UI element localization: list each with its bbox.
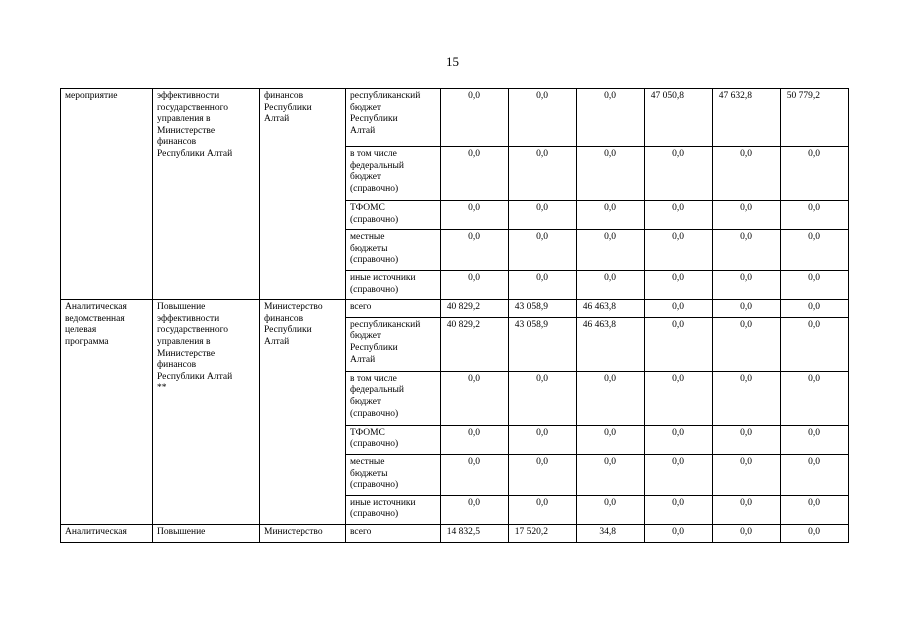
amount-cell: 0,0 — [577, 425, 645, 454]
amount-cell: 47 632,8 — [713, 89, 781, 147]
amount-cell: 0,0 — [781, 425, 849, 454]
amount-cell: 0,0 — [441, 425, 509, 454]
amount-cell: 0,0 — [713, 147, 781, 201]
amount-cell: 0,0 — [713, 201, 781, 230]
row-executor-cell — [260, 524, 346, 542]
funding-source-cell — [346, 270, 441, 299]
funding-source-label: всего — [350, 302, 372, 313]
budget-table — [60, 88, 849, 543]
amount-cell: 0,0 — [781, 147, 849, 201]
funding-source-label: в том числе федеральный бюджет (справочно) — [350, 149, 404, 194]
row-name-cell-text: Повышение — [157, 526, 206, 537]
amount-cell: 0,0 — [713, 495, 781, 524]
amount-cell: 0,0 — [645, 300, 713, 318]
amount-cell: 0,0 — [713, 454, 781, 495]
amount-cell: 0,0 — [577, 201, 645, 230]
amount-cell: 50 779,2 — [781, 89, 849, 147]
table-row — [61, 524, 849, 542]
row-executor-cell — [260, 89, 346, 300]
amount-cell: 0,0 — [509, 425, 577, 454]
row-type-cell — [61, 89, 153, 300]
amount-cell: 0,0 — [509, 201, 577, 230]
funding-source-cell — [346, 371, 441, 425]
row-name-cell — [153, 524, 260, 542]
row-type-cell — [61, 524, 153, 542]
amount-cell: 40 829,2 — [441, 317, 509, 371]
amount-cell: 0,0 — [509, 270, 577, 299]
row-executor-cell-text: Министерство — [264, 526, 323, 537]
funding-source-label: республиканский бюджет Республики Алтай — [350, 319, 421, 365]
row-type-cell-text: мероприятие — [65, 91, 118, 101]
amount-cell: 40 829,2 — [441, 300, 509, 318]
amount-cell: 0,0 — [645, 371, 713, 425]
amount-cell: 0,0 — [441, 454, 509, 495]
amount-cell: 0,0 — [577, 89, 645, 147]
funding-source-cell — [346, 425, 441, 454]
amount-cell: 0,0 — [781, 230, 849, 271]
amount-cell: 0,0 — [441, 201, 509, 230]
funding-source-label: местные бюджеты (справочно) — [350, 456, 399, 491]
amount-cell: 0,0 — [509, 454, 577, 495]
amount-cell: 0,0 — [645, 147, 713, 201]
amount-cell: 0,0 — [713, 300, 781, 318]
row-name-cell — [153, 89, 260, 300]
amount-cell: 0,0 — [645, 317, 713, 371]
funding-source-cell — [346, 201, 441, 230]
amount-cell: 0,0 — [781, 454, 849, 495]
amount-cell: 43 058,9 — [509, 317, 577, 371]
amount-cell: 0,0 — [509, 89, 577, 147]
funding-source-label: в том числе федеральный бюджет (справочно) — [350, 373, 404, 419]
funding-source-label: республиканский бюджет Республики Алтай — [350, 91, 421, 136]
row-type-cell-text: Аналитическая ведомственная целевая программа — [65, 302, 127, 347]
amount-cell: 0,0 — [781, 300, 849, 318]
amount-cell: 0,0 — [781, 201, 849, 230]
amount-cell: 46 463,8 — [577, 300, 645, 318]
funding-source-label: иные источники (справочно) — [350, 497, 416, 520]
funding-source-cell — [346, 89, 441, 147]
row-executor-cell-text: финансов Республики Алтай — [264, 91, 312, 125]
amount-cell: 0,0 — [713, 371, 781, 425]
funding-source-label: местные бюджеты (справочно) — [350, 232, 399, 266]
amount-cell: 0,0 — [509, 230, 577, 271]
amount-cell: 0,0 — [645, 201, 713, 230]
amount-cell: 0,0 — [577, 495, 645, 524]
amount-cell: 47 050,8 — [645, 89, 713, 147]
amount-cell: 0,0 — [509, 495, 577, 524]
amount-cell: 0,0 — [577, 454, 645, 495]
amount-cell: 0,0 — [781, 371, 849, 425]
funding-source-cell — [346, 147, 441, 201]
amount-cell: 0,0 — [441, 89, 509, 147]
funding-source-label: всего — [350, 526, 372, 537]
amount-cell: 0,0 — [577, 371, 645, 425]
table-row — [61, 300, 849, 318]
amount-cell: 0,0 — [645, 495, 713, 524]
amount-cell: 0,0 — [781, 524, 849, 542]
row-executor-cell — [260, 300, 346, 525]
amount-cell: 0,0 — [441, 147, 509, 201]
amount-cell: 0,0 — [509, 371, 577, 425]
amount-cell: 43 058,9 — [509, 300, 577, 318]
amount-cell: 0,0 — [645, 425, 713, 454]
amount-cell: 0,0 — [441, 230, 509, 271]
amount-cell: 0,0 — [713, 425, 781, 454]
funding-source-label: ТФОМС (справочно) — [350, 427, 399, 450]
funding-source-cell — [346, 495, 441, 524]
amount-cell: 0,0 — [713, 317, 781, 371]
row-name-cell-text: эффективности государственного управления в Министерстве финансов Республики Алтай — [157, 91, 233, 159]
row-name-cell — [153, 300, 260, 525]
amount-cell: 0,0 — [441, 495, 509, 524]
amount-cell: 0,0 — [781, 270, 849, 299]
amount-cell: 0,0 — [577, 230, 645, 271]
amount-cell: 0,0 — [645, 524, 713, 542]
funding-source-label: иные источники (справочно) — [350, 272, 416, 295]
row-name-cell-text: Повышение эффективности государственного управления в Министерстве финансов Республики Алтай ** — [157, 302, 233, 394]
table-row — [61, 89, 849, 147]
funding-source-cell — [346, 317, 441, 371]
amount-cell: 0,0 — [781, 495, 849, 524]
amount-cell: 0,0 — [781, 317, 849, 371]
amount-cell: 0,0 — [577, 147, 645, 201]
funding-source-cell — [346, 524, 441, 542]
row-executor-cell-text: Министерство финансов Республики Алтай — [264, 302, 323, 347]
funding-source-cell — [346, 454, 441, 495]
amount-cell: 0,0 — [713, 270, 781, 299]
amount-cell: 0,0 — [645, 230, 713, 271]
amount-cell: 0,0 — [509, 147, 577, 201]
row-type-cell — [61, 300, 153, 525]
amount-cell: 0,0 — [645, 270, 713, 299]
funding-source-cell — [346, 230, 441, 271]
amount-cell: 0,0 — [713, 524, 781, 542]
funding-source-label: ТФОМС (справочно) — [350, 203, 399, 225]
amount-cell: 0,0 — [713, 230, 781, 271]
row-type-cell-text: Аналитическая — [65, 526, 127, 537]
amount-cell: 17 520,2 — [509, 524, 577, 542]
amount-cell: 0,0 — [645, 454, 713, 495]
amount-cell: 14 832,5 — [441, 524, 509, 542]
table-body — [61, 89, 849, 543]
amount-cell: 34,8 — [577, 524, 645, 542]
page-number: 15 — [446, 54, 459, 69]
amount-cell: 0,0 — [577, 270, 645, 299]
amount-cell: 46 463,8 — [577, 317, 645, 371]
amount-cell: 0,0 — [441, 371, 509, 425]
funding-source-cell — [346, 300, 441, 318]
amount-cell: 0,0 — [441, 270, 509, 299]
